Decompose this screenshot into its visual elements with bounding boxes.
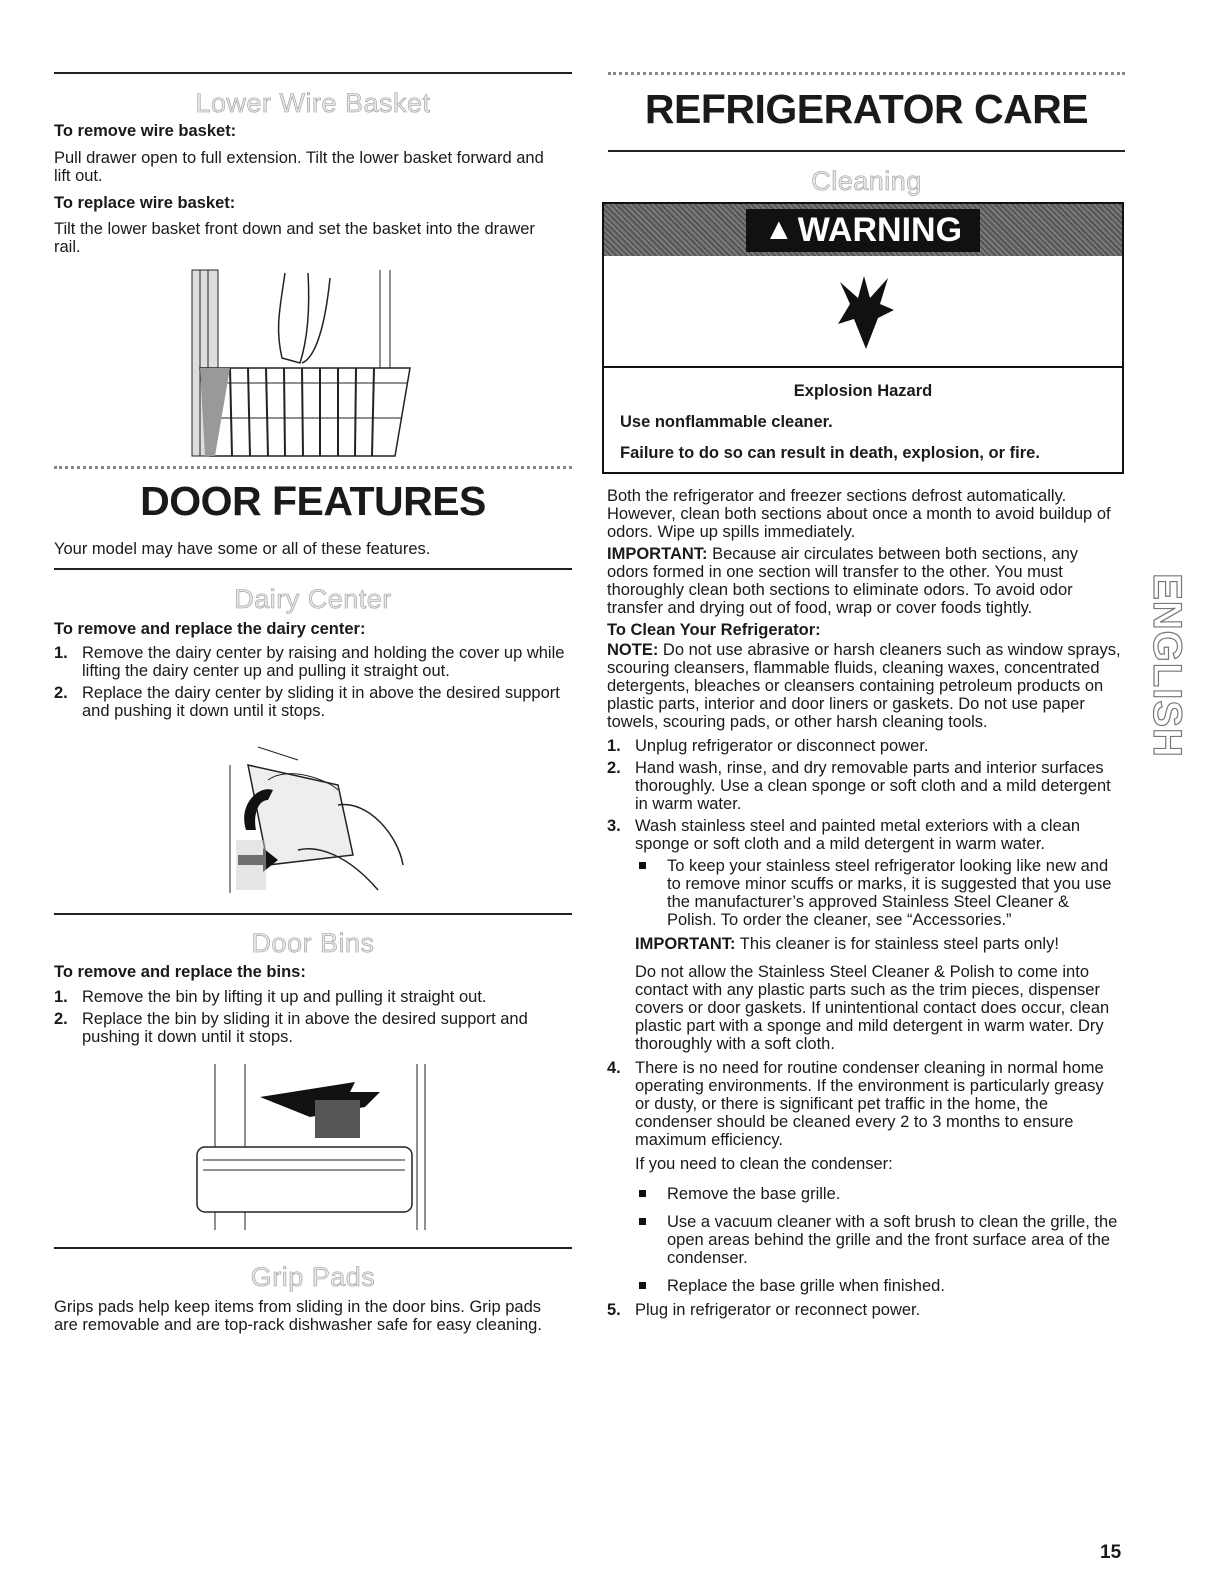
cleaning-rule <box>608 150 1125 152</box>
important-label: IMPORTANT: <box>635 935 736 953</box>
step-text: Unplug refrigerator or disconnect power. <box>635 737 929 755</box>
step-number: 2. <box>54 684 68 702</box>
important-label: IMPORTANT: <box>607 545 708 563</box>
clean-step-1 <box>607 737 1122 755</box>
grip-pads-rule <box>54 1247 572 1249</box>
warning-hazard-title: Explosion Hazard <box>793 382 933 400</box>
page-number: 15 <box>1100 1542 1122 1563</box>
explosion-icon <box>836 274 896 354</box>
warning-line-1: Use nonflammable cleaner. <box>620 413 833 431</box>
step-number: 5. <box>607 1301 621 1319</box>
step-number: 2. <box>607 759 621 777</box>
bins-step-2 <box>54 1010 569 1046</box>
step-text: Plug in refrigerator or reconnect power. <box>635 1301 921 1319</box>
language-side-tab <box>1144 570 1189 760</box>
dairy-center-steps <box>54 644 569 724</box>
bins-step-1 <box>54 988 569 1006</box>
door-bins-subtitle: Door Bins <box>251 928 375 958</box>
note-label: NOTE: <box>607 641 659 659</box>
grip-pads-subtitle: Grip Pads <box>250 1262 376 1292</box>
clean-heading: To Clean Your Refrigerator: <box>607 621 821 639</box>
remove-wire-basket-heading: To remove wire basket: <box>54 122 237 140</box>
replace-wire-basket-heading: To replace wire basket: <box>54 194 236 212</box>
dairy-center-heading: To remove and replace the dairy center: <box>54 620 366 638</box>
step-3-para: Do not allow the Stainless Steel Cleaner & Polish to come into contact with any plastic parts such as the trim pieces, dispenser covers or door gaskets. If unintentional contact does occur, clean plastic part with a sponge and mild detergent in warm water. Dry thoroughly with a soft cloth. <box>635 963 1110 1053</box>
step-4-bullets <box>635 1185 1122 1295</box>
step-4-para: If you need to clean the condenser: <box>635 1155 893 1173</box>
warning-box <box>602 202 1124 474</box>
step-number: 3. <box>607 817 621 835</box>
step-4-bullet: Replace the base grille when finished. <box>635 1277 1122 1295</box>
cleaning-steps <box>607 737 1122 1319</box>
clean-step-3 <box>607 817 1122 1053</box>
clean-step-2 <box>607 759 1122 813</box>
step-number: 4. <box>607 1059 621 1077</box>
step-text: Hand wash, rinse, and dry removable parts and interior surfaces thoroughly. Use a clean sponge or soft cloth and a mild detergent in warm water. <box>635 759 1111 813</box>
step-text: Remove the dairy center by raising and holding the cover up while lifting the dairy center up and pulling it straight out. <box>82 644 565 680</box>
top-rule-left <box>54 72 572 74</box>
dairy-step-1 <box>54 644 569 680</box>
door-bins-rule <box>54 913 572 915</box>
step-text: Replace the bin by sliding it in above the desired support and pushing it down until it stops. <box>82 1010 528 1046</box>
important-text: Because air circulates between both sections, any odors formed in one section will transfer to the other. You must thoroughly clean both sections to eliminate odors. To avoid odor transfer and drying out of food, wrap or cover foods tightly. <box>607 545 1079 617</box>
warning-banner-text: WARNING <box>797 210 963 249</box>
step-number: 1. <box>54 988 68 1006</box>
important-2 <box>635 935 1122 953</box>
step-text: Replace the dairy center by sliding it in above the desired support and pushing it down until it stops. <box>82 684 560 720</box>
refrigerator-care-title: REFRIGERATOR CARE <box>644 86 1089 132</box>
step-3-bullets <box>635 857 1122 929</box>
door-bin-illustration <box>195 1062 435 1232</box>
section-divider-left <box>54 466 572 469</box>
step-4-bullet: Use a vacuum cleaner with a soft brush to clean the grille, the open areas behind the grille and the front surface area of the condenser. <box>635 1213 1122 1267</box>
dairy-rule <box>54 568 572 570</box>
step-3-bullet: To keep your stainless steel refrigerator looking like new and to remove minor scuffs or marks, it is suggested that you use the manufacturer’s approved Stainless Steel Cleaner & Polish. To order the cleaner, see “Accessories.” <box>635 857 1122 929</box>
replace-wire-basket-text: Tilt the lower basket front down and set the basket into the drawer rail. <box>54 220 535 256</box>
door-bins-heading: To remove and replace the bins: <box>54 963 306 981</box>
step-number: 2. <box>54 1010 68 1028</box>
step-number: 1. <box>54 644 68 662</box>
cleaning-body <box>607 487 1122 1323</box>
note <box>607 641 1122 731</box>
warning-line-2: Failure to do so can result in death, explosion, or fire. <box>620 444 1040 462</box>
door-features-intro: Your model may have some or all of these features. <box>54 540 431 558</box>
wire-basket-illustration <box>190 268 420 458</box>
side-tab-text: ENGLISH <box>1144 572 1189 758</box>
top-rule-right <box>608 72 1125 75</box>
step-text: Remove the bin by lifting it up and pulling it straight out. <box>82 988 487 1006</box>
dairy-step-2 <box>54 684 569 720</box>
warning-symbol-area <box>604 256 1122 368</box>
step-number: 1. <box>607 737 621 755</box>
warning-banner <box>604 204 1122 256</box>
door-features-title: DOOR FEATURES <box>140 478 486 524</box>
clean-step-5 <box>607 1301 1122 1319</box>
dairy-center-subtitle: Dairy Center <box>234 584 392 614</box>
dairy-center-illustration <box>228 745 408 895</box>
lower-wire-basket-subtitle: Lower Wire Basket <box>195 88 431 118</box>
step-text: There is no need for routine condenser cleaning in normal home operating environments. If the environment is particularly greasy or dusty, or there is significant pet traffic in the home, the condenser should be cleaned every 2 to 3 months to ensure maximum efficiency. <box>635 1059 1104 1149</box>
step-4-bullet: Remove the base grille. <box>635 1185 1122 1203</box>
important-1 <box>607 545 1122 617</box>
grip-pads-text: Grips pads help keep items from sliding in the door bins. Grip pads are removable and are top-rack dishwasher safe for easy cleaning. <box>54 1298 542 1334</box>
step-text: Wash stainless steel and painted metal exteriors with a clean sponge or soft cloth and a mild detergent in warm water. <box>635 817 1081 853</box>
cleaning-subtitle: Cleaning <box>811 166 922 196</box>
door-bins-steps <box>54 988 569 1050</box>
warning-triangle-icon: ▲ <box>763 213 794 246</box>
important-text: This cleaner is for stainless steel parts only! <box>735 935 1059 953</box>
remove-wire-basket-text: Pull drawer open to full extension. Tilt the lower basket forward and lift out. <box>54 149 544 185</box>
cleaning-intro: Both the refrigerator and freezer sections defrost automatically. However, clean both sections about once a month to avoid buildup of odors. Wipe up spills immediately. <box>607 487 1111 541</box>
note-text: Do not use abrasive or harsh cleaners such as window sprays, scouring cleansers, flammable fluids, cleaning waxes, concentrated detergents, bleaches or cleansers containing petroleum products on plastic parts, interior and door liners or gaskets. Do not use paper towels, scouring pads, or other harsh cleaning tools. <box>607 641 1121 731</box>
clean-step-4 <box>607 1059 1122 1295</box>
